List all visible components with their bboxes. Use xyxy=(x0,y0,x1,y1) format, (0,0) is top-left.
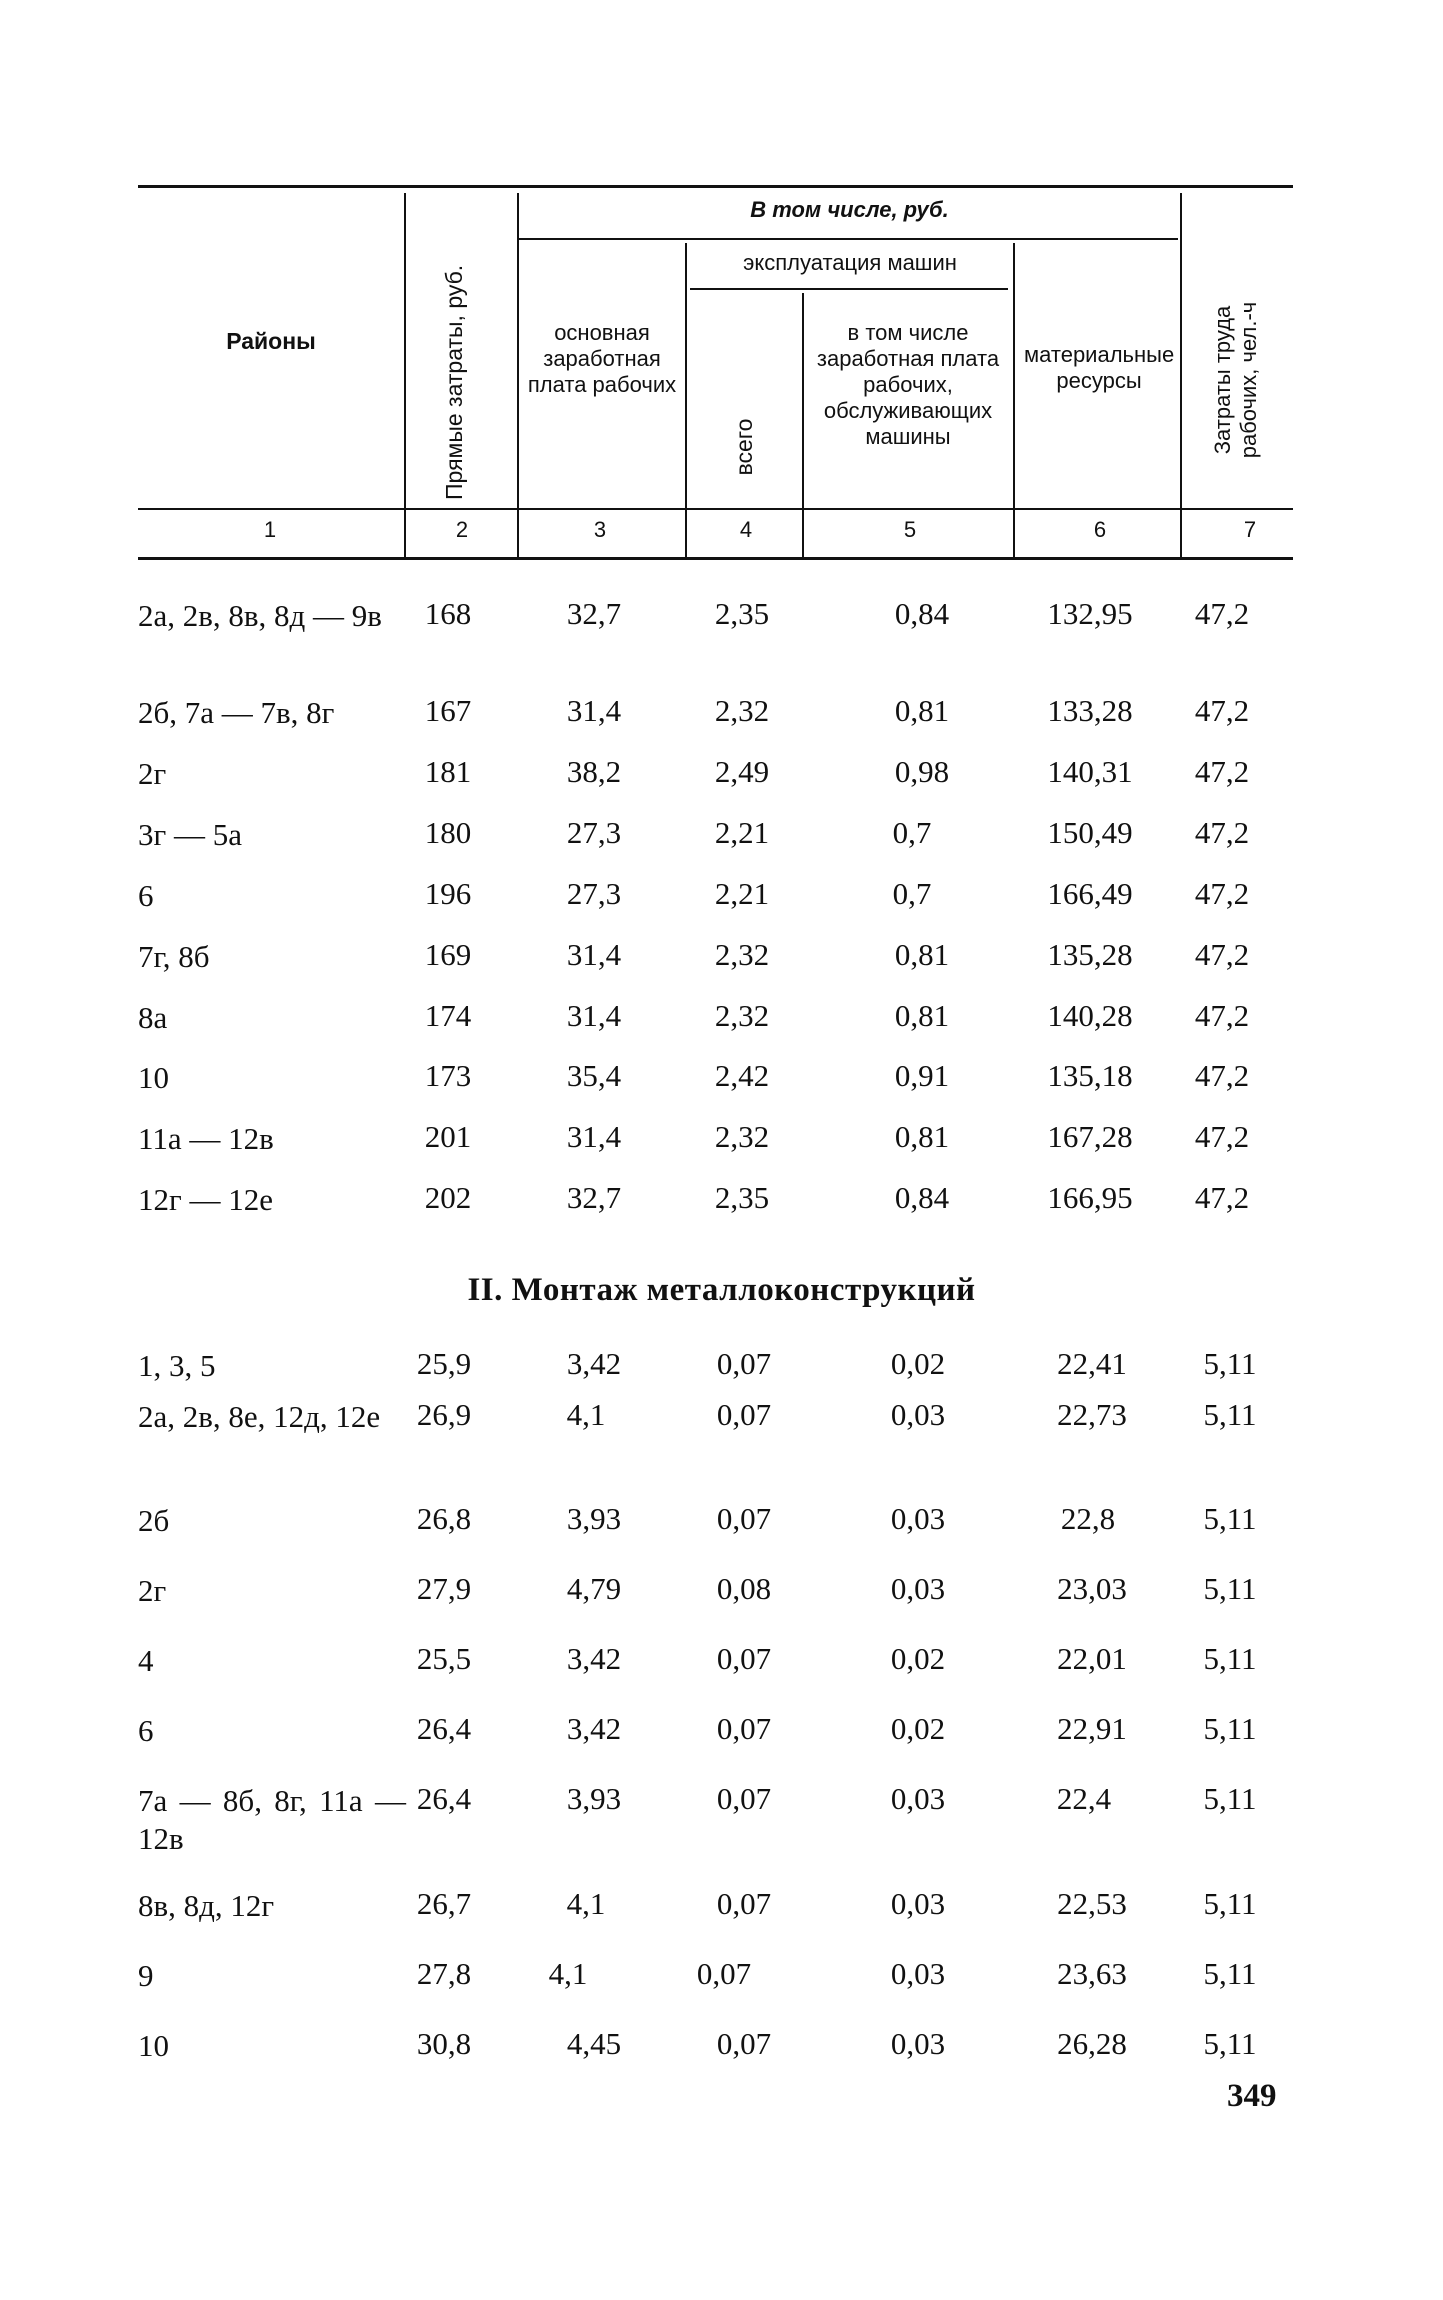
cell-direct: 27,8 xyxy=(416,1956,472,1991)
cell-machine-wage: 0,03 xyxy=(890,1501,946,1536)
cell-wage: 3,42 xyxy=(566,1711,622,1746)
cell-materials: 140,28 xyxy=(1047,998,1133,1033)
cell-labor: 47,2 xyxy=(1194,1180,1250,1215)
row-region: 2а, 2в, 8в, 8д — 9в xyxy=(138,598,382,633)
cell-direct: 173 xyxy=(424,1058,472,1093)
cell-wage: 31,4 xyxy=(566,1119,622,1154)
cell-materials: 167,28 xyxy=(1047,1119,1133,1154)
cell-labor: 5,11 xyxy=(1203,1501,1257,1536)
col-number-2: 2 xyxy=(455,517,469,542)
header-regions: Районы xyxy=(226,328,316,354)
cell-machine-wage: 0,7 xyxy=(892,815,932,850)
cell-machine-wage: 0,81 xyxy=(894,693,950,728)
cell-labor: 47,2 xyxy=(1194,815,1250,850)
cell-materials: 26,28 xyxy=(1057,2026,1127,2061)
cell-total: 0,07 xyxy=(716,1501,772,1536)
cell-labor: 5,11 xyxy=(1203,1711,1257,1746)
col-number-1: 1 xyxy=(263,517,277,542)
cell-wage: 27,3 xyxy=(566,815,622,850)
cell-materials: 22,8 xyxy=(1060,1501,1116,1536)
cell-wage: 3,93 xyxy=(566,1781,622,1816)
cell-total: 0,07 xyxy=(716,1641,772,1676)
cell-materials: 135,18 xyxy=(1047,1058,1133,1093)
row-region: 2б xyxy=(138,1503,170,1538)
col-sep-1 xyxy=(404,193,406,558)
cell-direct: 26,8 xyxy=(416,1501,472,1536)
row-region: 12г — 12е xyxy=(138,1182,273,1217)
cell-wage: 3,93 xyxy=(566,1501,622,1536)
cell-wage: 38,2 xyxy=(566,754,622,789)
cell-materials: 166,49 xyxy=(1047,876,1133,911)
cell-total: 2,49 xyxy=(714,754,770,789)
row-region: 3г — 5а xyxy=(138,817,242,852)
col-number-4: 4 xyxy=(739,517,753,542)
cell-materials: 133,28 xyxy=(1047,693,1133,728)
cell-machine-wage: 0,81 xyxy=(894,937,950,972)
cell-machine-wage: 0,02 xyxy=(890,1346,946,1381)
header-materials xyxy=(1024,342,1174,394)
cell-wage: 3,42 xyxy=(566,1641,622,1676)
cell-total: 0,07 xyxy=(716,1711,772,1746)
header-machine-operation: эксплуатация машин xyxy=(743,250,957,275)
cell-machine-wage: 0,03 xyxy=(890,2026,946,2061)
cell-materials: 140,31 xyxy=(1047,754,1133,789)
cell-direct: 25,9 xyxy=(416,1346,472,1381)
cell-direct: 202 xyxy=(424,1180,472,1215)
cell-labor: 5,11 xyxy=(1203,1346,1257,1381)
cell-machine-wage: 0,81 xyxy=(894,998,950,1033)
row-region: 6 xyxy=(138,878,154,913)
cell-direct: 196 xyxy=(424,876,472,911)
cell-materials: 22,91 xyxy=(1057,1711,1127,1746)
row-region: 2г xyxy=(138,1573,167,1608)
row-region: 8в, 8д, 12г xyxy=(138,1888,275,1923)
cell-wage: 4,1 xyxy=(566,1397,606,1432)
cell-materials: 22,4 xyxy=(1056,1781,1112,1816)
cell-direct: 26,9 xyxy=(416,1397,472,1432)
cell-materials: 23,63 xyxy=(1057,1956,1127,1991)
cell-wage: 32,7 xyxy=(566,1180,622,1215)
header-including: В том числе, руб. xyxy=(750,197,949,222)
cell-labor: 5,11 xyxy=(1203,1571,1257,1606)
header-top-rule xyxy=(138,185,1293,188)
cell-wage: 32,7 xyxy=(566,596,622,631)
cell-direct: 180 xyxy=(424,815,472,850)
cell-wage: 27,3 xyxy=(566,876,622,911)
cell-materials: 166,95 xyxy=(1047,1180,1133,1215)
cell-labor: 47,2 xyxy=(1194,754,1250,789)
cell-machine-wage: 0,91 xyxy=(894,1058,950,1093)
row-region: 8а xyxy=(138,1000,168,1035)
cell-wage: 31,4 xyxy=(566,998,622,1033)
col-sep-5 xyxy=(1013,243,1015,558)
col-number-3: 3 xyxy=(593,517,607,542)
cell-labor: 47,2 xyxy=(1194,596,1250,631)
row-region: 7г, 8б xyxy=(138,939,210,974)
cell-direct: 169 xyxy=(424,937,472,972)
cell-direct: 167 xyxy=(424,693,472,728)
cell-total: 0,08 xyxy=(716,1571,772,1606)
row-region: 10 xyxy=(138,1060,169,1095)
cell-total: 2,35 xyxy=(714,1180,770,1215)
header-base-wage-text: основная заработная плата рабочих xyxy=(527,320,677,397)
cell-total: 0,07 xyxy=(716,1397,772,1432)
page-number: 349 xyxy=(1227,2078,1277,2114)
cell-labor: 5,11 xyxy=(1203,1781,1257,1816)
cell-total: 0,07 xyxy=(716,2026,772,2061)
cell-direct: 174 xyxy=(424,998,472,1033)
cell-materials: 22,41 xyxy=(1057,1346,1127,1381)
cell-labor: 47,2 xyxy=(1194,876,1250,911)
cell-total: 2,32 xyxy=(714,937,770,972)
cell-wage: 4,1 xyxy=(566,1886,606,1921)
cell-direct: 181 xyxy=(424,754,472,789)
cell-labor: 47,2 xyxy=(1194,1058,1250,1093)
header-labor-text: Затраты труда рабочих, чел.-ч xyxy=(1210,301,1261,459)
including-group-rule xyxy=(518,238,1178,240)
cell-labor: 5,11 xyxy=(1203,1886,1257,1921)
row-region: 10 xyxy=(138,2028,169,2063)
cell-machine-wage: 0,84 xyxy=(894,596,950,631)
cell-machine-wage: 0,81 xyxy=(894,1119,950,1154)
cell-machine-wage: 0,03 xyxy=(890,1886,946,1921)
cell-total: 2,32 xyxy=(714,1119,770,1154)
row-region: 2а, 2в, 8е, 12д, 12е xyxy=(138,1399,381,1434)
row-region: 9 xyxy=(138,1958,154,1993)
cell-wage: 35,4 xyxy=(566,1058,622,1093)
header-labor xyxy=(1210,265,1262,495)
cell-labor: 5,11 xyxy=(1203,1397,1257,1432)
cell-direct: 201 xyxy=(424,1119,472,1154)
machine-group-rule xyxy=(690,288,1008,290)
cell-total: 0,07 xyxy=(716,1781,772,1816)
cell-total: 0,07 xyxy=(716,1886,772,1921)
cell-direct: 168 xyxy=(424,596,472,631)
row-region: 7а — 8б, 8г, 11а — 12в xyxy=(138,1783,406,1856)
cell-machine-wage: 0,03 xyxy=(890,1397,946,1432)
cell-total: 2,42 xyxy=(714,1058,770,1093)
header-total: всего xyxy=(731,418,757,476)
cell-labor: 5,11 xyxy=(1203,2026,1257,2061)
cell-machine-wage: 0,02 xyxy=(890,1641,946,1676)
cell-materials: 22,01 xyxy=(1057,1641,1127,1676)
row-region: 4 xyxy=(138,1643,154,1678)
header-machine-wage xyxy=(816,320,1000,450)
cell-direct: 26,4 xyxy=(416,1781,472,1816)
cell-wage: 4,45 xyxy=(566,2026,622,2061)
row-region: 1, 3, 5 xyxy=(138,1348,216,1383)
cell-wage: 4,79 xyxy=(566,1571,622,1606)
cell-direct: 27,9 xyxy=(416,1571,472,1606)
cell-total: 2,21 xyxy=(714,815,770,850)
header-materials-text: материальные ресурсы xyxy=(1024,342,1175,393)
col-sep-3 xyxy=(685,243,687,558)
col-sep-6 xyxy=(1180,193,1182,558)
row-region: 11а — 12в xyxy=(138,1121,274,1156)
cell-total: 2,32 xyxy=(714,998,770,1033)
cell-materials: 135,28 xyxy=(1047,937,1133,972)
cell-machine-wage: 0,03 xyxy=(890,1956,946,1991)
cell-materials: 150,49 xyxy=(1047,815,1133,850)
cell-machine-wage: 0,84 xyxy=(894,1180,950,1215)
col-number-6: 6 xyxy=(1093,517,1107,542)
col-number-7: 7 xyxy=(1243,517,1257,542)
header-machine-wage-text: в том числе заработная плата рабочих, обслуживающих машины xyxy=(816,320,1000,449)
cell-labor: 5,11 xyxy=(1203,1641,1257,1676)
header-bottom-rule xyxy=(138,508,1293,510)
header-direct-costs: Прямые затраты, руб. xyxy=(441,264,467,500)
col-sep-4 xyxy=(802,293,804,558)
cell-materials: 22,53 xyxy=(1057,1886,1127,1921)
cell-wage: 4,1 xyxy=(548,1956,588,1991)
cell-total: 2,21 xyxy=(714,876,770,911)
cell-labor: 47,2 xyxy=(1194,937,1250,972)
cell-materials: 132,95 xyxy=(1047,596,1133,631)
col-sep-2 xyxy=(517,193,519,558)
cell-materials: 22,73 xyxy=(1057,1397,1127,1432)
cell-machine-wage: 0,7 xyxy=(892,876,932,911)
cell-total: 0,07 xyxy=(716,1346,772,1381)
cell-total: 2,32 xyxy=(714,693,770,728)
cell-labor: 5,11 xyxy=(1203,1956,1257,1991)
cell-wage: 3,42 xyxy=(566,1346,622,1381)
cell-direct: 26,7 xyxy=(416,1886,472,1921)
column-numbers-rule xyxy=(138,557,1293,560)
cell-machine-wage: 0,03 xyxy=(890,1571,946,1606)
col-number-5: 5 xyxy=(903,517,917,542)
cell-machine-wage: 0,98 xyxy=(894,754,950,789)
cell-direct: 26,4 xyxy=(416,1711,472,1746)
cell-materials: 23,03 xyxy=(1057,1571,1127,1606)
header-base-wage xyxy=(527,320,677,398)
cell-direct: 25,5 xyxy=(416,1641,472,1676)
cell-wage: 31,4 xyxy=(566,937,622,972)
cell-total: 2,35 xyxy=(714,596,770,631)
cell-wage: 31,4 xyxy=(566,693,622,728)
cell-machine-wage: 0,02 xyxy=(890,1711,946,1746)
row-region: 6 xyxy=(138,1713,154,1748)
cell-direct: 30,8 xyxy=(416,2026,472,2061)
cell-machine-wage: 0,03 xyxy=(890,1781,946,1816)
cell-labor: 47,2 xyxy=(1194,998,1250,1033)
cell-labor: 47,2 xyxy=(1194,693,1250,728)
row-region: 2б, 7а — 7в, 8г xyxy=(138,695,335,730)
section-title: II. Монтаж металлоконструкций xyxy=(467,1272,976,1308)
row-region: 2г xyxy=(138,756,167,791)
cell-total: 0,07 xyxy=(696,1956,752,1991)
cell-labor: 47,2 xyxy=(1194,1119,1250,1154)
